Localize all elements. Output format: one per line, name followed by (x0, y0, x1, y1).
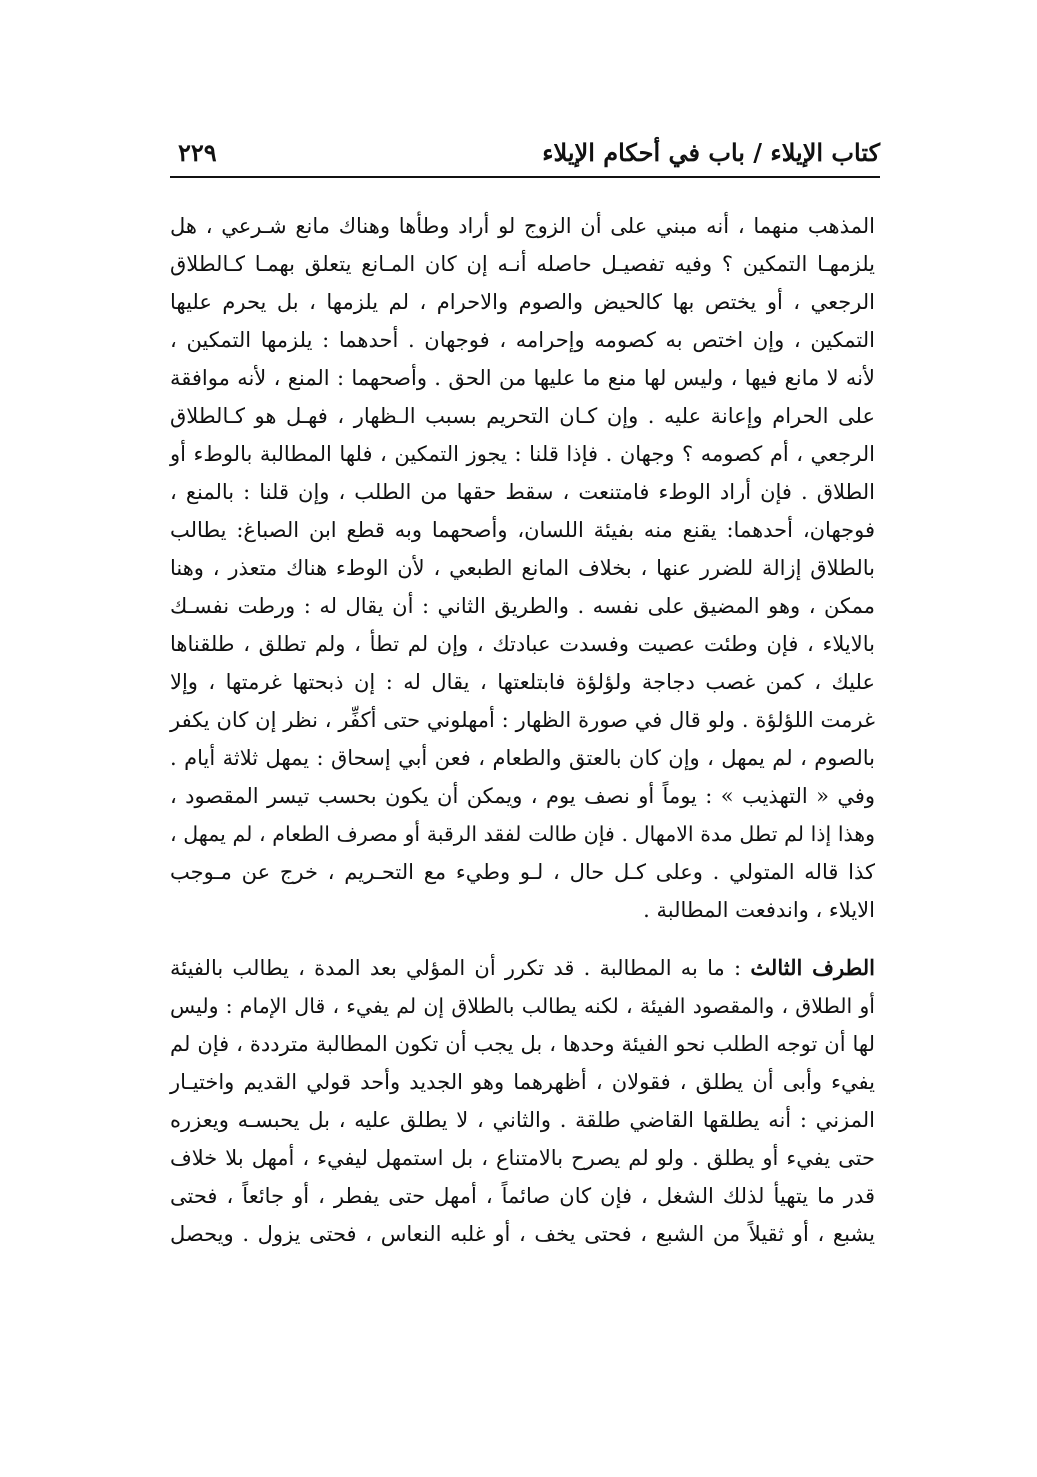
text-line: عليك ، كمن غصب دجاجة ولؤلؤة فابتلعتها ، يقال له : إن ذبحتها غرمتها ، وإلا (170, 670, 875, 694)
text-line: لها أن توجه الطلب نحو الفيئة وحدها ، بل يجب أن تكون المطالبة مترددة ، فإن لم (170, 1032, 875, 1056)
text-line: وهذا إذا لم تطل مدة الامهال . فإن طالت لفقد الرقبة أو مصرف الطعام ، لم يمهل ، (170, 822, 875, 846)
paragraph-1 (170, 207, 875, 929)
text-line: أو الطلاق ، والمقصود الفيئة ، لكنه يطالب بالطلاق إن لم يفيء ، قال الإمام : وليس (170, 994, 875, 1018)
text-line: فوجهان، أحدهما: يقنع منه بفيئة اللسان، وأصحهما وبه قطع ابن الصباغ: يطالب (170, 518, 875, 542)
text-line: قدر ما يتهيأ لذلك الشغل ، فإن كان صائماً ، أمهل حتى يفطر ، أو جائعاً ، فحتى (170, 1184, 875, 1208)
section-heading: الطرف الثالث (750, 955, 875, 980)
text-line: التمكين ، وإن اختص به كصومه وإحرامه ، فوجهان . أحدهما : يلزمها التمكين ، (170, 328, 875, 352)
text-line: يلزمهـا التمكين ؟ وفيه تفصيـل حاصله أنـه إن كان المـانع يتعلق بهمـا كـالطلاق (170, 252, 875, 276)
text-line: ممكن ، وهو المضيق على نفسه . والطريق الثاني : أن يقال له : ورطت نفسـك (170, 594, 875, 618)
page-number: ٢٢٩ (178, 138, 217, 167)
header-rule (170, 176, 880, 178)
text-line: الرجعي ، أم كصومه ؟ وجهان . فإذا قلنا : يجوز التمكين ، فلها المطالبة بالوطء أو (170, 442, 875, 466)
text-line: يشبع ، أو ثقيلاً من الشبع ، فحتى يخف ، أو غلبه النعاس ، فحتى يزول . ويحصل (170, 1222, 875, 1246)
text-line: غرمت اللؤلؤة . ولو قال في صورة الظهار : أمهلوني حتى أكفِّر ، نظر إن كان يكفر (170, 708, 875, 732)
paragraph-2 (170, 949, 875, 1253)
text-line: بالصوم ، لم يمهل ، وإن كان بالعتق والطعام ، فعن أبي إسحاق : يمهل ثلاثة أيام . (170, 746, 875, 770)
text-line: الايلاء ، واندفعت المطالبة . (643, 898, 875, 922)
paragraph-gap (170, 929, 875, 949)
text-run: : ما به المطالبة . قد تكرر أن المؤلي بعد المدة ، يطالب بالفيئة (170, 956, 751, 980)
text-line: حتى يفيء أو يطلق . ولو لم يصرح بالامتناع ، بل استمهل ليفيء ، أمهل بلا خلاف (170, 1146, 875, 1170)
text-line: يفيء وأبى أن يطلق ، فقولان ، أظهرهما وهو الجديد وأحد قولي القديم واختيـار (170, 1070, 875, 1094)
text-line: لأنه لا مانع فيها ، وليس لها منع ما عليها من الحق . وأصحهما : المنع ، لأنه موافقة (170, 366, 875, 390)
text-line: وفي « التهذيب » : يوماً أو نصف يوم ، ويمكن أن يكون بحسب تيسر المقصود ، (170, 784, 875, 808)
text-line: بالطلاق إزالة للضرر عنها ، بخلاف المانع الطبعي ، لأن الوطء هناك متعذر ، وهنا (170, 556, 875, 580)
body-text (170, 207, 875, 1253)
text-line (170, 949, 875, 987)
text-line: بالايلاء ، فإن وطئت عصيت وفسدت عبادتك ، وإن لم تطأ ، ولم تطلق ، طلقناها (170, 632, 875, 656)
text-line: الرجعي ، أو يختص بها كالحيض والصوم والاحرام ، لم يلزمها ، بل يحرم عليها (170, 290, 875, 314)
running-header (170, 134, 880, 174)
text-line: على الحرام وإعانة عليه . وإن كـان التحريم بسبب الـظهار ، فهـل هو كـالطلاق (170, 404, 875, 428)
text-line: المذهب منهما ، أنه مبني على أن الزوج لو أراد وطأها وهناك مانع شـرعي ، هل (170, 214, 875, 238)
text-line: كذا قاله المتولي . وعلى كـل حال ، لـو وطيء مع التحـريم ، خرج عن مـوجب (170, 860, 875, 884)
header-title: كتاب الإيلاء / باب في أحكام الإيلاء (542, 138, 880, 167)
text-line: الطلاق . فإن أراد الوطء فامتنعت ، سقط حقها من الطلب ، وإن قلنا : بالمنع ، (170, 480, 875, 504)
text-line: المزني : أنه يطلقها القاضي طلقة . والثاني ، لا يطلق عليه ، بل يحبسـه ويعزره (170, 1108, 875, 1132)
